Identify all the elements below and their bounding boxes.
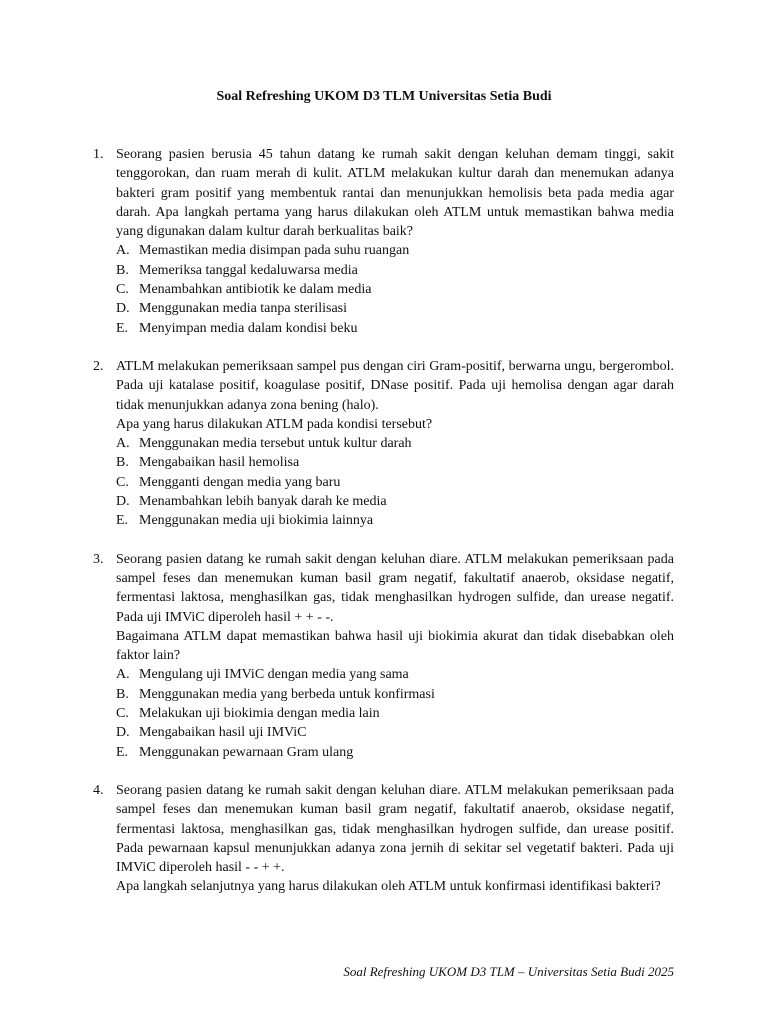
question-number: 1. [93,147,104,162]
option-list [116,241,674,337]
option-text: Menggunakan pewarnaan Gram ulang [139,744,354,760]
question-body [116,357,674,531]
question-body [116,550,674,762]
option-item [116,492,674,511]
option-letter: C. [116,706,129,722]
option-item [116,241,674,260]
option-text: Mengabaikan hasil hemolisa [139,455,300,471]
option-item [116,434,674,453]
option-letter: D. [116,301,130,317]
option-item [116,665,674,684]
option-item [116,280,674,299]
option-letter: B. [116,455,129,471]
option-text: Menggunakan media tersebut untuk kultur darah [139,436,412,452]
question-prompt: Bagaimana ATLM dapat memastikan bahwa hasil uji biokimia akurat dan tidak disebabkan oleh faktor lain? [116,628,674,664]
option-text: Menggunakan media uji biokimia lainnya [139,513,374,529]
option-item [116,704,674,723]
option-list [116,434,674,530]
question-prompt: Apa yang harus dilakukan ATLM pada kondisi tersebut? [116,416,433,432]
question-prompt: Apa langkah selanjutnya yang harus dilakukan oleh ATLM untuk konfirmasi identifikasi bakteri? [116,879,661,895]
option-text: Menambahkan antibiotik ke dalam media [139,282,372,298]
option-list [116,665,674,761]
option-item [116,685,674,704]
option-letter: B. [116,262,129,278]
option-text: Memeriksa tanggal kedaluwarsa media [139,262,358,278]
option-letter: D. [116,494,130,510]
option-letter: E. [116,513,129,529]
question-text: ATLM melakukan pemeriksaan sampel pus dengan ciri Gram-positif, berwarna ungu, bergerombol. Pada uji katalase positif, koagulase positif, DNase positif. Pada uji hemolisa dengan agar darah tidak menunjukkan adanya zona bening (halo). [116,358,674,413]
option-text: Menyimpan media dalam kondisi beku [139,320,358,336]
question-item [93,145,674,338]
document-title: Soal Refreshing UKOM D3 TLM Universitas Setia Budi [216,89,552,104]
option-text: Mengganti dengan media yang baru [139,474,341,490]
option-text: Mengabaikan hasil uji IMViC [139,725,307,741]
question-number: 4. [93,782,104,798]
option-text: Menggunakan media tanpa sterilisasi [139,301,347,317]
question-body [116,781,674,897]
question-number: 3. [93,551,104,567]
question-text: Seorang pasien datang ke rumah sakit dengan keluhan diare. ATLM melakukan pemeriksaan pada sampel feses dan menemukan kuman basil gram negatif, fakultatif anaerob, oksidase negatif, fermentasi laktosa, menghasilkan gas, tidak menghasilkan hydrogen sulfide, dan urease positif. Pada pewarnaan kapsul menunjukkan adanya zona jernih di sekitar sel vegetatif bakteri. Pada uji IMViC diperoleh hasil - - + +. [116,782,674,876]
question-item [93,357,674,531]
question-body [116,145,674,338]
option-letter: C. [116,282,129,298]
option-letter: A. [116,243,130,259]
option-item [116,473,674,492]
option-text: Menambahkan lebih banyak darah ke media [139,494,387,510]
option-item [116,511,674,530]
option-letter: D. [116,725,130,741]
question-item [93,781,674,897]
option-item [116,743,674,762]
option-letter: C. [116,474,129,490]
question-text: Seorang pasien berusia 45 tahun datang ke rumah sakit dengan keluhan demam tinggi, sakit tenggorokan, dan ruam merah di kulit. ATLM melakukan kultur darah dan menemukan adanya bakteri gram positif yang membentuk rantai dan menunjukkan hemolisis beta pada media agar darah. Apa langkah pertama yang harus dilakukan oleh ATLM untuk memastikan bahwa media yang digunakan dalam kultur darah berkualitas baik? [116,147,674,240]
question-number: 2. [93,358,104,374]
option-text: Memastikan media disimpan pada suhu ruangan [139,243,410,259]
option-text: Melakukan uji biokimia dengan media lain [139,706,380,722]
option-item [116,453,674,472]
option-letter: A. [116,667,130,683]
option-text: Mengulang uji IMViC dengan media yang sama [139,667,409,683]
question-text: Seorang pasien datang ke rumah sakit dengan keluhan diare. ATLM melakukan pemeriksaan pada sampel feses dan menemukan kuman basil gram negatif, fakultatif anaerob, oksidase negatif, fermentasi laktosa, menghasilkan gas, tidak menghasilkan hydrogen sulfide, dan urease negatif. Pada uji IMViC diperoleh hasil + + - -. [116,551,674,625]
option-letter: A. [116,436,130,452]
option-letter: E. [116,744,129,760]
option-text: Menggunakan media yang berbeda untuk konfirmasi [139,686,435,702]
option-item [116,319,674,338]
question-item [93,550,674,762]
question-list [93,145,674,916]
page-footer: Soal Refreshing UKOM D3 TLM – Universitas Setia Budi 2025 [343,964,674,979]
option-letter: B. [116,686,129,702]
option-item [116,723,674,742]
option-item [116,299,674,318]
option-letter: E. [116,320,129,336]
option-item [116,261,674,280]
